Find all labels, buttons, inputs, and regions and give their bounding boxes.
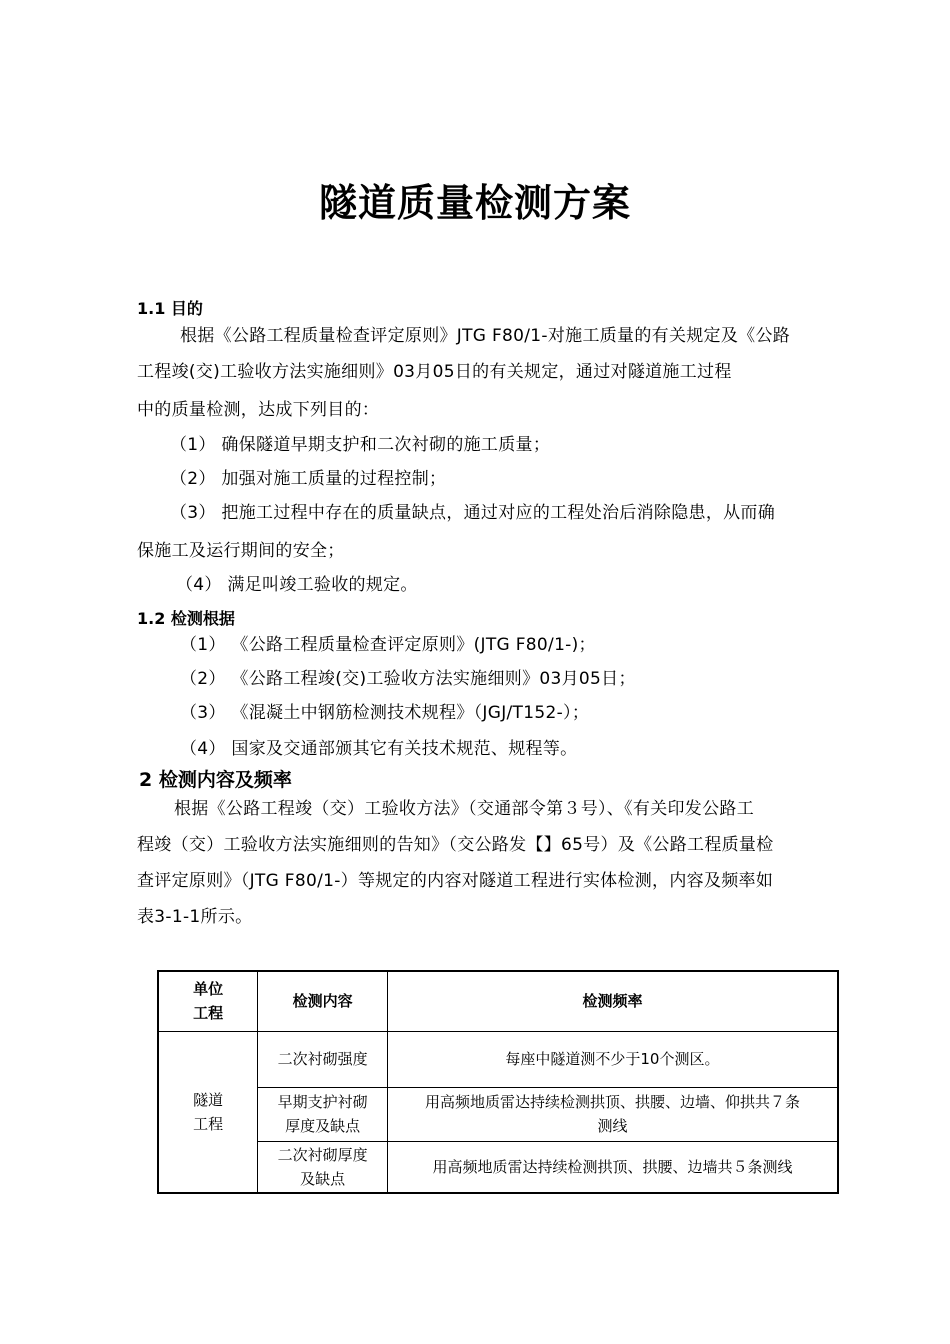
frequency-line-2: 测线 [597,1117,628,1135]
s12-list-item-3: （3） 《混凝土中钢筋检测技术规程》（JGJ/T152-）； [180,703,590,723]
frequency-cell [387,1087,838,1141]
content-line-2: 厚度及缺点 [285,1117,361,1135]
s2-paragraph-line-1: 根据《公路工程竣（交）工验收方法》（交通部令第３号）、《有关印发公路工 [174,799,754,819]
unit-line-2: 工程 [193,1114,224,1133]
content-cell [258,1031,388,1087]
header-unit-line-2: 工程 [193,1004,224,1023]
table-header-row [158,971,838,1031]
header-unit-line-1: 单位 [193,980,224,999]
content-line-2: 及缺点 [300,1169,346,1188]
content-cell [258,1141,388,1193]
unit-line-1: 隧道 [193,1090,224,1109]
table-row [158,1087,838,1141]
section-1-1-heading: 1.1 目的 [137,299,203,318]
frequency-line-1: 用高频地质雷达持续检测拱顶、拱腰、边墙共５条测线 [432,1157,793,1176]
s2-paragraph-line-4: 表3-1-1所示。 [137,907,253,927]
document-title: 隧道质量检测方案 [318,181,631,225]
s12-list-item-2: （2） 《公路工程竣(交)工验收方法实施细则》03月05日； [180,669,636,689]
s12-list-item-1: （1） 《公路工程质量检查评定原则》(JTG F80/1-)； [180,635,596,655]
content-line-1: 二次衬砌厚度 [277,1145,368,1164]
s11-paragraph-line-2: 工程竣(交)工验收方法实施细则》03月05日的有关规定，通过对隧道施工过程 [137,362,732,382]
content-cell [258,1087,388,1141]
header-content: 检测内容 [258,971,388,1031]
s11-paragraph-line-1: 根据《公路工程质量检查评定原则》JTG F80/1-对施工质量的有关规定及《公路 [180,326,791,346]
table-row [158,1141,838,1193]
s11-list-item-3-line-1: （3） 把施工过程中存在的质量缺点，通过对应的工程处治后消除隐患，从而确 [170,503,776,523]
frequency-line-1: 用高频地质雷达持续检测拱顶、拱腰、边墙、仰拱共７条 [424,1093,800,1111]
inspection-table [157,970,839,1194]
section-1-2-heading: 1.2 检测根据 [137,609,235,628]
header-frequency: 检测频率 [387,971,838,1031]
s12-list-item-4: （4） 国家及交通部颁其它有关技术规范、规程等。 [180,739,578,759]
unit-cell [158,1031,258,1193]
s11-list-item-2: （2） 加强对施工质量的过程控制； [170,469,447,489]
frequency-line-1: 每座中隧道测不少于10个测区。 [505,1050,720,1068]
s2-paragraph-line-2: 程竣（交）工验收方法实施细则的告知》（交公路发【】65号）及《公路工程质量检 [137,835,774,855]
frequency-cell [387,1031,838,1087]
frequency-cell [387,1141,838,1193]
s11-list-item-1: （1） 确保隧道早期支护和二次衬砌的施工质量； [170,435,551,455]
s11-list-item-3-line-2: 保施工及运行期间的安全； [137,541,345,561]
s11-list-item-4: （4） 满足叫竣工验收的规定。 [176,575,418,595]
header-unit [158,971,258,1031]
table-row [158,1031,838,1087]
s11-paragraph-line-3: 中的质量检测，达成下列目的： [137,400,380,420]
content-line-1: 二次衬砌强度 [277,1050,368,1068]
content-line-1: 早期支护衬砌 [277,1093,368,1111]
section-2-heading: 2 检测内容及频率 [139,769,292,791]
s2-paragraph-line-3: 查评定原则》（JTG F80/1-）等规定的内容对隧道工程进行实体检测，内容及频率如 [137,871,774,891]
